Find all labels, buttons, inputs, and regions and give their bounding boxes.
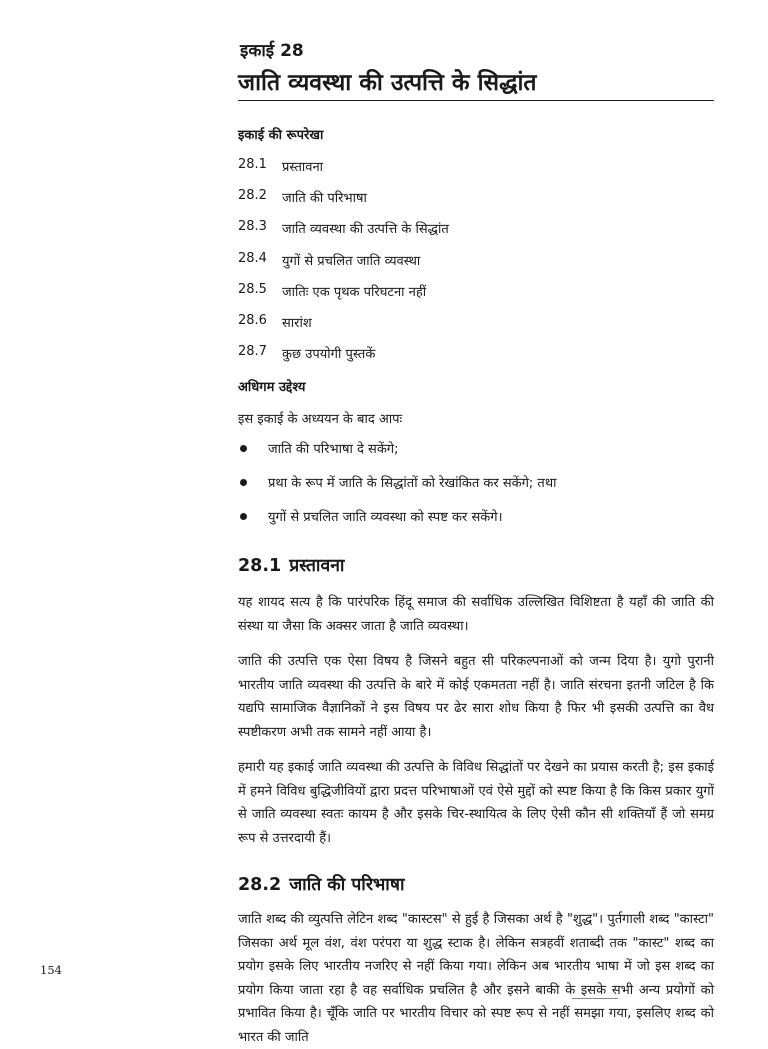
outline-item-label: जाति व्यवस्था की उत्पत्ति के सिद्धांत — [282, 222, 449, 238]
outline-item-number: 28.7 — [238, 344, 267, 360]
paragraph: यह शायद सत्य है कि पारंपरिक हिंदू समाज की सर्वाधिक उल्लिखित विशिष्टता है यहाँ की जाति की संस्था या जैसा कि अक्सर जाता है जाति व्यवस्था। — [238, 595, 714, 634]
objective-text: जाति की परिभाषा दे सकेंगे; — [268, 442, 399, 458]
outline-item-label: सारांश — [282, 315, 312, 331]
section-heading — [238, 553, 714, 577]
outline-item-label: प्रस्तावना — [282, 160, 324, 175]
outline-item-label: कुछ उपयोगी पुस्तकें — [282, 347, 376, 363]
outline-item-label: जाति की परिभाषा — [282, 191, 367, 207]
outline-item-number: 28.2 — [238, 188, 267, 204]
unit-title: जाति व्यवस्था की उत्पत्ति के सिद्धांत — [238, 65, 714, 101]
outline-list — [238, 157, 714, 375]
section-title: जाति की परिभाषा — [289, 875, 405, 896]
outline-item-number: 28.4 — [238, 250, 267, 266]
bullet-icon — [240, 513, 247, 520]
page-number: 154 — [40, 963, 62, 977]
section-number: 28.1 — [238, 556, 282, 577]
outline-item-label: युगों से प्रचलित जाति व्यवस्था — [282, 253, 421, 269]
outline-item — [238, 157, 714, 188]
paragraph: हमारी यह इकाई जाति व्यवस्था की उत्पत्ति के विविध सिद्धांतों पर देखने का प्रयास करती है; इस इकाई में हमने विविध बुद्धिजीवियों द्वारा प्रदत्त परिभाषाओं एवं ऐसे मुद्दों को स्पष्ट किया है कि किस प्रकार युगों से जाति व्यवस्था स्वतः कायम है और इसके चिर-स्थायित्व के लिए ऐसी कौन सी शक्तियाँ हैं जो समग्र रूप से उत्तरदायी हैं। — [238, 760, 714, 846]
bullet-icon — [240, 445, 247, 452]
section-title: प्रस्तावना — [289, 556, 345, 577]
section-number: 28.2 — [238, 875, 282, 896]
objective-item — [238, 439, 714, 473]
objective-text: युगों से प्रचलित जाति व्यवस्था को स्पष्ट कर सकेंगे। — [268, 510, 503, 526]
outline-item-number: 28.1 — [238, 157, 267, 172]
objectives-list — [238, 439, 714, 541]
footer-rule — [572, 998, 618, 999]
paragraph: जाति की उत्पत्ति एक ऐसा विषय है जिसने बहुत सी परिकल्पनाओं को जन्म दिया है। युगो पुरानी भारतीय जाति व्यवस्था की उत्पत्ति के बारे में कोई एकमतता नहीं है। जाति संरचना इतनी जटिल है कि यद्यपि सामाजिक वैज्ञानिकों ने इस विषय पर ढेर सारा शोध किया है फिर भी इसकी उत्पत्ति का वैध स्पष्टीकरण अभी तक सामने नहीं आया है। — [238, 654, 714, 740]
paragraph: जाति शब्द की व्युत्पत्ति लेटिन शब्द "कास्टस" से हुई है जिसका अर्थ है "शुद्ध"। पुर्तगाली शब्द "कास्टा" जिसका अर्थ मूल वंश, वंश परंपरा या शुद्ध स्टाक है। लेकिन सत्रहवीं शताब्दी तक "कास्ट" शब्द का प्रयोग इसके लिए भारतीय नजरिए से नहीं किया गया। लेकिन अब भारतीय भाषा में जो इस शब्द का प्रयोग किया जाता रहा है वह सर्वाधिक प्रचलित है और इसने बाकी के इसके सभी अन्य प्रयोगों को प्रभावित किया है। चूँकि जाति पर भारतीय विचार को स्पष्ट रूप से नहीं समझा गया, इसलिए शब्द को भारत की जाति — [238, 912, 714, 1045]
bullet-icon — [240, 479, 247, 486]
unit-label: इकाई 28 — [240, 41, 304, 61]
objectives-intro: इस इकाई के अध्ययन के बाद आपः — [238, 412, 403, 428]
outline-item — [238, 344, 714, 375]
objectives-heading: अधिगम उद्देश्य — [238, 380, 306, 396]
objective-item — [238, 473, 714, 507]
outline-item — [238, 313, 714, 344]
outline-item — [238, 188, 714, 219]
outline-item-label: जातिः एक पृथक परिघटना नहीं — [282, 284, 427, 300]
outline-item-number: 28.5 — [238, 281, 267, 297]
outline-item — [238, 251, 714, 282]
page-content — [238, 38, 714, 1049]
section-heading — [238, 872, 714, 896]
outline-item — [238, 219, 714, 250]
outline-heading: इकाई की रूपरेखा — [238, 128, 324, 143]
objective-text: प्रथा के रूप में जाति के सिद्धांतों को रेखांकित कर सकेंगे; तथा — [268, 476, 557, 492]
outline-item-number: 28.6 — [238, 312, 267, 328]
objective-item — [238, 507, 714, 541]
outline-item — [238, 282, 714, 313]
outline-item-number: 28.3 — [238, 219, 267, 235]
